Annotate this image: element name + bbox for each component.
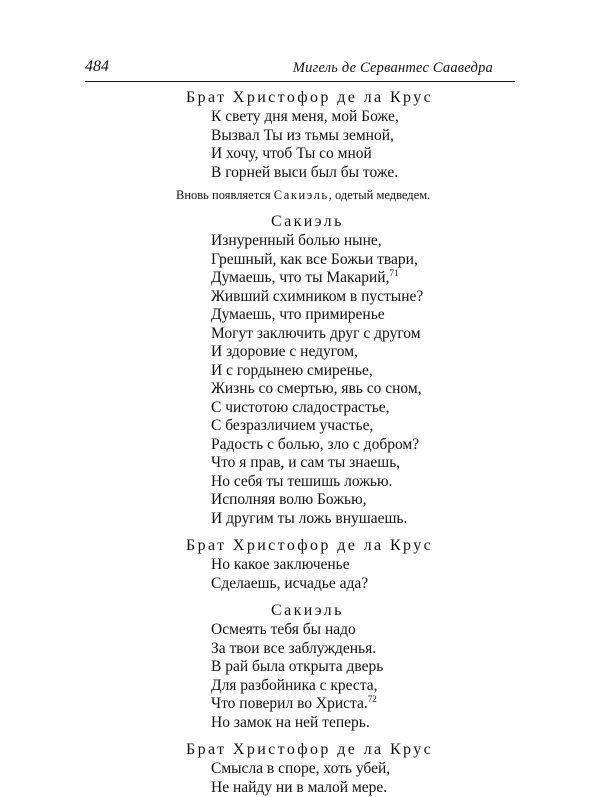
verse-line [211, 269, 600, 288]
verse-line: К свету дня меня, мой Боже, [211, 108, 600, 127]
verse-line: Но себя ты тешишь ложью. [211, 473, 600, 492]
verse-line: Жизнь со смертью, явь со сном, [211, 380, 600, 399]
verse-line: Сделаешь, исчадье ада? [211, 575, 600, 594]
stage-direction-text: , одетый медведем. [329, 188, 431, 202]
speaker-heading: Сакиэль [271, 601, 600, 621]
stage-direction-text: Вновь появляется [176, 188, 274, 202]
page-header [85, 58, 515, 82]
speaker-heading: Брат Христофор де ла Крус [186, 740, 600, 760]
verse-line: Грешный, как все Божьи твари, [211, 251, 600, 270]
verse-line: И другим ты ложь внушаешь. [211, 510, 600, 529]
verse-line: Смысла в споре, хоть убей, [211, 760, 600, 779]
header-rule [85, 81, 515, 82]
stage-direction-character: Сакиэль [274, 188, 329, 202]
verse-line-text: Думаешь, что ты Макарий, [211, 269, 389, 286]
verse-stanza [211, 232, 600, 528]
speaker-heading: Брат Христофор де ла Крус [186, 88, 600, 108]
stage-direction [176, 186, 600, 204]
verse-line: С безразличием участье, [211, 417, 600, 436]
verse-line: Живший схимником в пустыне? [211, 288, 600, 307]
verse-line: Изнуренный болью ныне, [211, 232, 600, 251]
verse-line: И здоровие с недугом, [211, 343, 600, 362]
verse-line: Для разбойника с креста, [211, 677, 600, 696]
speaker-heading: Сакиэль [271, 212, 600, 232]
verse-line: Вызвал Ты из тьмы земной, [211, 127, 600, 146]
verse-line: В горней выси был бы тоже. [211, 164, 600, 183]
verse-line: И с гордынею смиренье, [211, 362, 600, 381]
verse-line-text: Что поверил во Христа. [211, 695, 368, 712]
verse-stanza [211, 760, 600, 797]
verse-line: С чистотою сладострастье, [211, 399, 600, 418]
verse-line: Думаешь, что примиренье [211, 306, 600, 325]
verse-line: Но какое заключенье [211, 556, 600, 575]
verse-line: Что я прав, и сам ты знаешь, [211, 454, 600, 473]
verse-line: И хочу, чтоб Ты со мной [211, 145, 600, 164]
verse-line: Могут заключить друг с другом [211, 325, 600, 344]
running-title: Мигель де Сервантес Сааведра [293, 60, 493, 77]
verse-line: За твои все заблужденья. [211, 640, 600, 659]
page-body [0, 88, 600, 797]
footnote-marker: 71 [389, 268, 398, 278]
verse-line [211, 695, 600, 714]
footnote-marker: 72 [368, 694, 377, 704]
speaker-heading: Брат Христофор де ла Крус [186, 536, 600, 556]
verse-line: Осмеять тебя бы надо [211, 621, 600, 640]
verse-line: Исполняя волю Божью, [211, 491, 600, 510]
page-number: 484 [85, 58, 109, 76]
verse-line: Радость с болью, зло с добром? [211, 436, 600, 455]
verse-line: В рай была открыта дверь [211, 658, 600, 677]
verse-stanza [211, 108, 600, 182]
verse-line: Не найду ни в малой мере. [211, 779, 600, 797]
verse-stanza [211, 556, 600, 593]
verse-line: Но замок на ней теперь. [211, 714, 600, 733]
verse-stanza [211, 621, 600, 732]
